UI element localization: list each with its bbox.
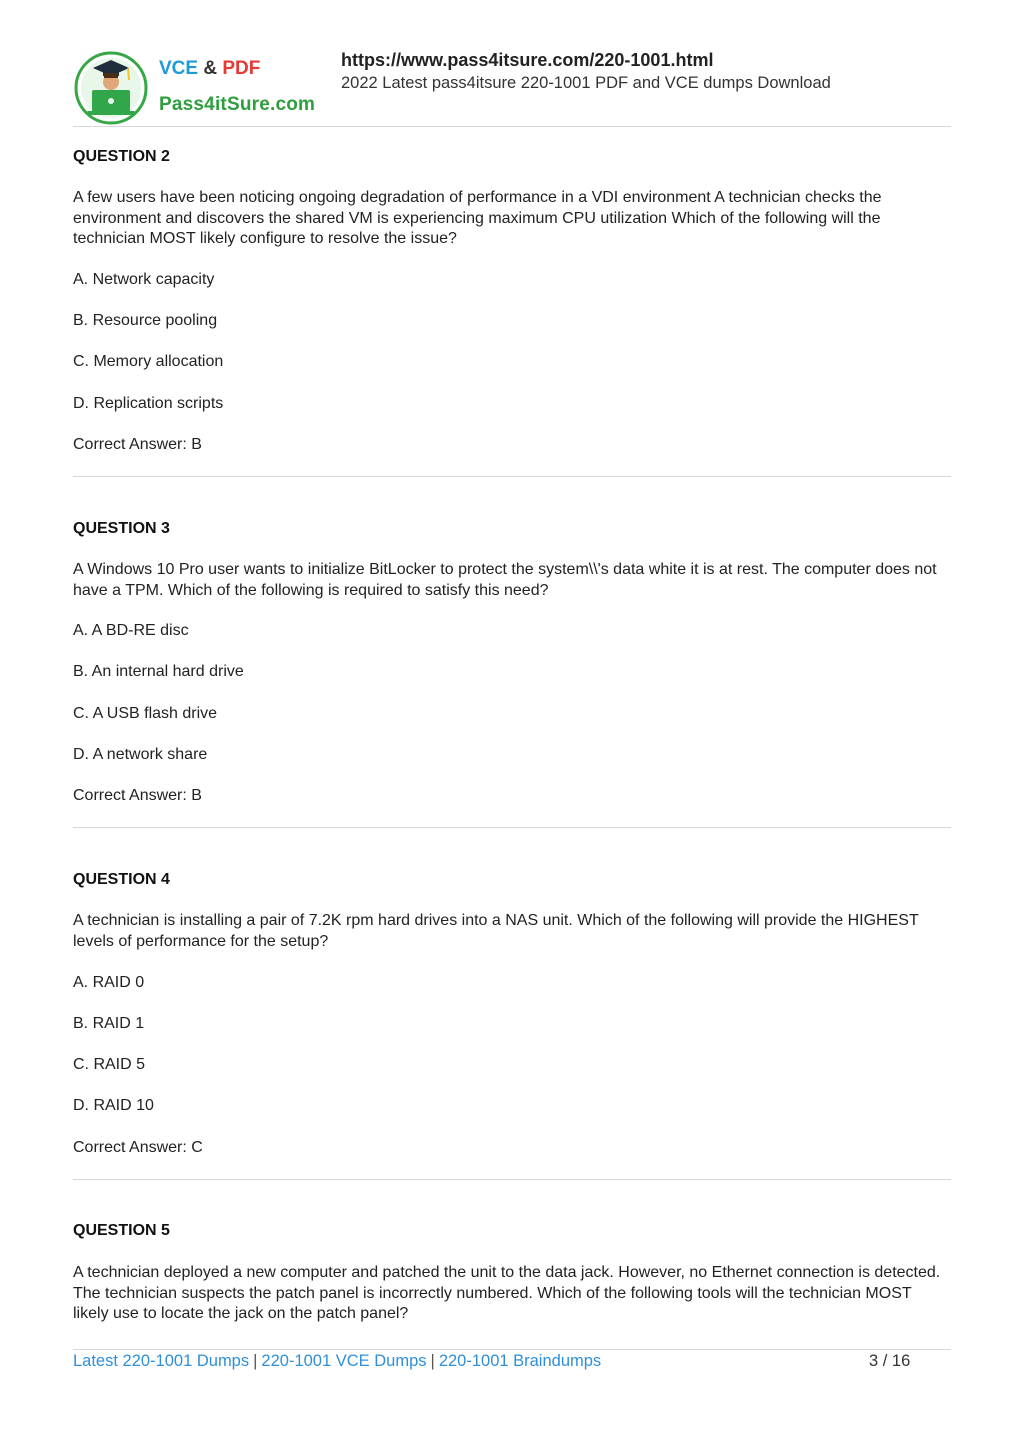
answer-option: A. RAID 0 [73, 974, 145, 991]
question-title: QUESTION 5 [73, 1222, 170, 1239]
answer-option: D. Replication scripts [73, 395, 224, 412]
vce-dumps-link[interactable]: 220-1001 VCE Dumps [261, 1352, 427, 1370]
logo-vce-text: VCE [159, 58, 199, 79]
question-title: QUESTION 3 [73, 520, 170, 537]
graduate-laptop-logo-icon [73, 50, 149, 126]
correct-answer: Correct Answer: B [73, 787, 202, 804]
answer-option: C. Memory allocation [73, 353, 224, 370]
answer-option: D. RAID 10 [73, 1097, 154, 1114]
answer-option: B. RAID 1 [73, 1015, 145, 1032]
logo-amp-text: & [203, 58, 218, 79]
answer-option: C. RAID 5 [73, 1056, 146, 1073]
answer-option: B. An internal hard drive [73, 663, 244, 680]
header-subtitle: 2022 Latest pass4itsure 220-1001 PDF and VCE dumps Download [341, 74, 831, 92]
site-logo[interactable] [73, 46, 318, 124]
answer-option: D. A network share [73, 746, 208, 763]
logo-pdf-text: PDF [222, 58, 261, 79]
answer-option: C. A USB flash drive [73, 705, 218, 722]
page-number: 3 / 16 [869, 1352, 911, 1370]
latest-dumps-link[interactable]: Latest 220-1001 Dumps [73, 1352, 250, 1370]
question-text: A few users have been noticing ongoing degradation of performance in a VDI environment A technician checks the environment and discovers the shared VM is experiencing maximum CPU utilization Which of the following will the technician MOST likely configure to resolve the issue? [73, 189, 882, 248]
header-url[interactable]: https://www.pass4itsure.com/220-1001.html [341, 50, 714, 70]
question-text: A technician is installing a pair of 7.2K rpm hard drives into a NAS unit. Which of the following will provide the HIGHEST levels of performance for the setup? [73, 912, 919, 950]
answer-option: A. Network capacity [73, 271, 215, 288]
footer-divider [73, 1349, 951, 1350]
braindumps-link[interactable]: 220-1001 Braindumps [438, 1352, 602, 1370]
correct-answer: Correct Answer: B [73, 436, 202, 453]
question-divider [73, 476, 951, 477]
question-title: QUESTION 2 [73, 148, 170, 165]
header-divider [73, 126, 951, 127]
footer-separator: | [253, 1352, 258, 1370]
question-text: A Windows 10 Pro user wants to initialize BitLocker to protect the system\\'s data white it is at rest. The computer does not have a TPM. Which of the following is required to satisfy this need? [73, 561, 937, 599]
question-divider [73, 1179, 951, 1180]
question-title: QUESTION 4 [73, 871, 170, 888]
footer-separator: | [430, 1352, 435, 1370]
question-divider [73, 827, 951, 828]
answer-option: A. A BD-RE disc [73, 622, 189, 639]
footer-links [73, 1352, 601, 1371]
logo-site-name: Pass4itSure.com [159, 94, 316, 115]
question-text: A technician deployed a new computer and patched the unit to the data jack. However, no Ethernet connection is detected. The technician suspects the patch panel is incorrectly numbered. Which of the following tools will the technician MOST likely use to locate the jack on the patch panel? [73, 1264, 941, 1323]
correct-answer: Correct Answer: C [73, 1139, 203, 1156]
page-header [73, 44, 951, 126]
logo-vce-pdf-text [159, 58, 260, 80]
answer-option: B. Resource pooling [73, 312, 218, 329]
